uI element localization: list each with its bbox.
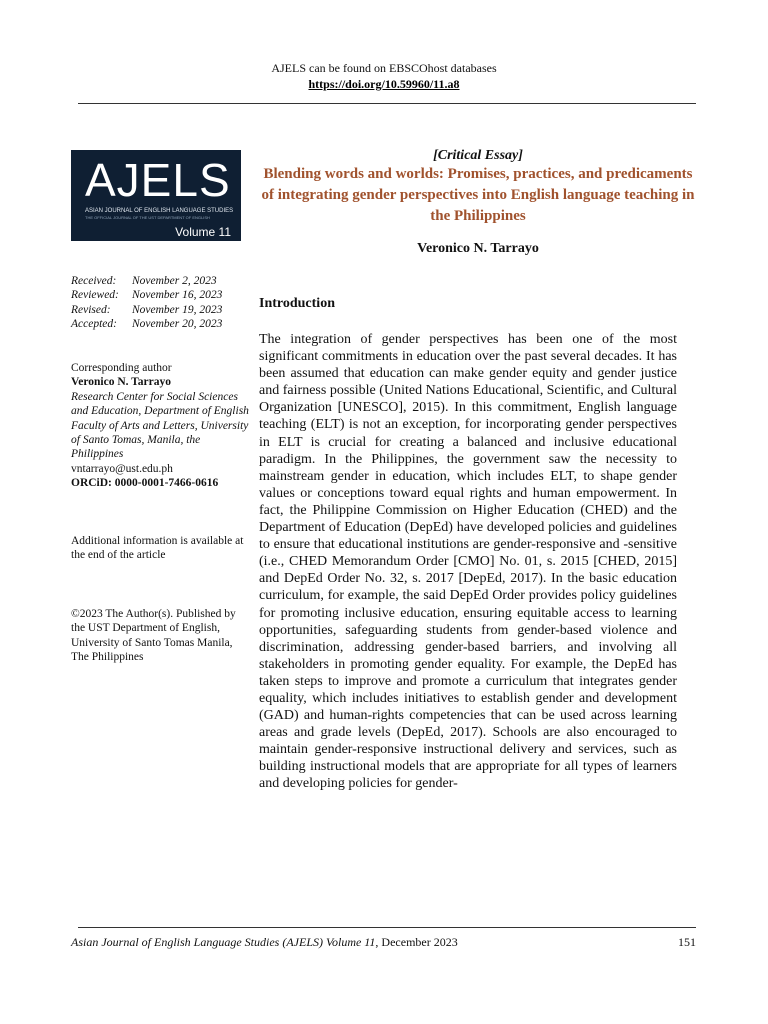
article-author: Veronico N. Tarrayo <box>417 241 539 256</box>
section-heading: Introduction <box>259 296 335 311</box>
date-value: November 16, 2023 <box>132 289 223 302</box>
date-value: November 19, 2023 <box>132 303 223 316</box>
database-note: AJELS can be found on EBSCOhost databases <box>271 61 497 75</box>
journal-cover <box>71 150 241 241</box>
corr-email[interactable]: vntarrayo@ust.edu.ph <box>71 462 173 475</box>
date-value: November 20, 2023 <box>132 318 223 331</box>
page-number: 151 <box>678 935 696 949</box>
header-rule <box>78 103 696 104</box>
page-header <box>0 60 768 92</box>
cover-volume: Volume 11 <box>175 225 231 239</box>
article-type: [Critical Essay] <box>433 148 523 163</box>
footer-date: , December 2023 <box>375 935 458 949</box>
additional-info: Additional information is available at the end of the article <box>71 535 244 562</box>
date-row <box>71 317 251 331</box>
footer-citation <box>71 935 458 950</box>
copyright-note: ©2023 The Author(s). Published by the UST Department of English, University of Santo Tomas Manila, The Philippines <box>71 608 236 664</box>
body-paragraph: The integration of gender perspectives has been one of the most significant commitments in education over the past several decades. It has been assumed that education can make gender equity and gender justice and fairness possible (United Nations Educational, Scientific, and Cultural Organization [UNESCO], 2015). In this commitment, English language teaching (ELT) is not an exception, for incorporating gender perspectives in ELT is crucial for creating a balanced and inclusive educational paradigm. In the Philippines, the government saw the necessity to mainstream gender in education, which includes ELT, to shape gender values or conceptions toward equal rights and human empowerment. In fact, the Philippine Commission on Higher Education (CHED) and the Department of Education (DepEd) have developed policies and guidelines to ensure that educational institutions are gender-responsive and -sensitive (i.e., CHED Memorandum Order [CMO] No. 01, s. 2015 [CHED, 2015] and DepEd Order No. 32, s. 2017 [DepEd, 2017). In the basic education curriculum, for example, the said DepEd Order provides policy guidelines for promoting inclusive education, ensuring equitable access to learning opportunities, safeguarding students from gender-based violence and discrimination, addressing gender-based barriers, and involving all stakeholders in promoting gender equality. For example, the DepEd has taken steps to improve and promote a curriculum that integrates gender equality, which includes initiatives to establish gender and development (GAD) and human-rights competencies that can be used across learning areas and grade levels (DepEd, 2017). Schools are also encouraged to maintain gender-responsive instructional delivery and services, such as building instructional models that are appropriate for all types of learners and developing policies for gender- <box>259 332 677 792</box>
footer-rule <box>78 927 696 928</box>
corr-affiliation: Research Center for Social Sciences and Education, Department of English Faculty of Arts and Letters, University of Santo Tomas, Manila, the Philippines <box>71 390 249 461</box>
journal-subtitle: ASIAN JOURNAL OF ENGLISH LANGUAGE STUDIES <box>85 208 234 214</box>
date-row <box>71 288 251 302</box>
article-dates <box>71 274 251 332</box>
date-label: Accepted: <box>71 318 117 331</box>
date-label: Received: <box>71 275 117 287</box>
journal-logo: AJELS <box>85 154 231 206</box>
corr-heading: Corresponding author <box>71 362 172 374</box>
journal-subtitle-2: THE OFFICIAL JOURNAL OF THE UST DEPARTMENT OF ENGLISH <box>85 215 210 220</box>
date-label: Reviewed: <box>71 289 119 302</box>
corr-name: Veronico N. Tarrayo <box>71 376 171 389</box>
page-footer <box>71 935 696 950</box>
doi-link[interactable]: https://doi.org/10.59960/11.a8 <box>308 77 460 91</box>
footer-journal: Asian Journal of English Language Studies (AJELS) Volume 11 <box>71 935 376 949</box>
date-label: Revised: <box>71 303 111 316</box>
date-row <box>71 274 251 288</box>
article-title: Blending words and worlds: Promises, practices, and predicaments of integrating gender perspectives into English language teaching in the Philippines <box>261 166 695 224</box>
corr-orcid: ORCiD: 0000-0001-7466-0616 <box>71 477 219 490</box>
date-value: November 2, 2023 <box>132 275 217 287</box>
date-row <box>71 303 251 317</box>
corresponding-author <box>71 361 251 491</box>
